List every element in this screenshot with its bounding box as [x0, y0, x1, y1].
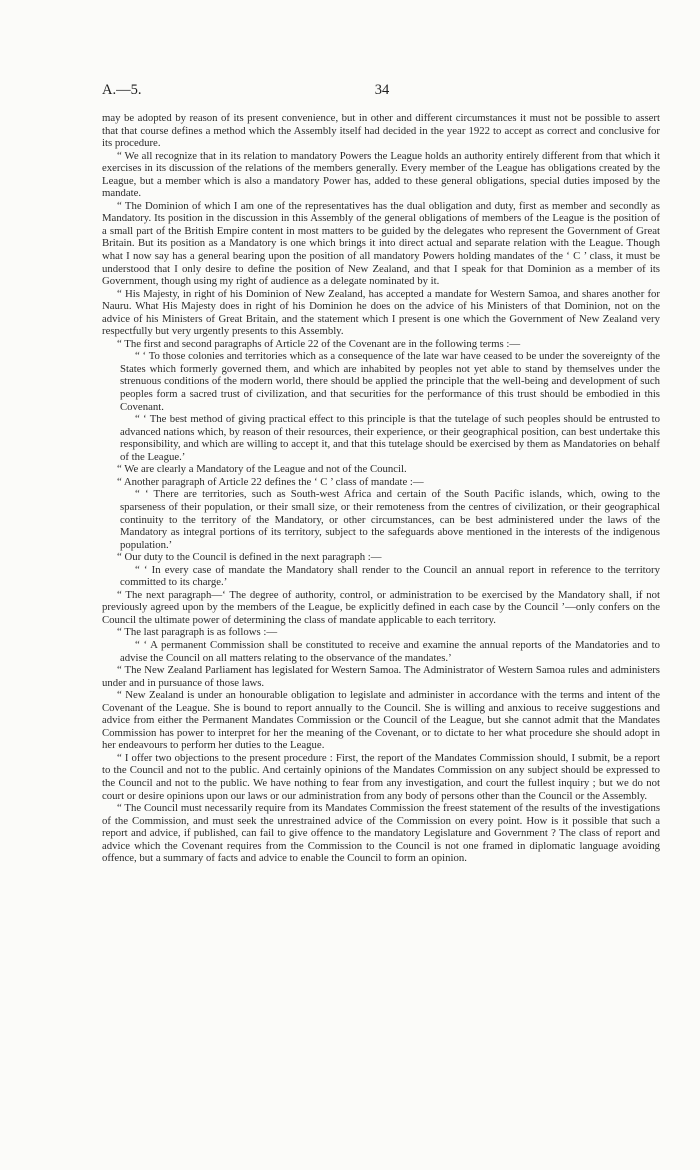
paragraph: “ The first and second paragraphs of Article 22 of the Covenant are in the following terms :—: [117, 337, 521, 350]
quoted-paragraph: “ ‘ There are territories, such as South-west Africa and certain of the South Pacific islands, which, owing to the sparseness of their population, or their small size, or their remoteness from the centres of civilization, or their geographical continuity to the territory of the Mandatory, or other circumstances, can be best administered under the laws of the Mandatory as integral portions of its territory, subject to the safeguards above mentioned in the interests of the indigenous population.’: [120, 488, 660, 551]
paragraph: “ The Council must necessarily require from its Mandates Commission the freest statement of the results of the investigations of the Commission, and must seek the unrestrained advice of the Commission on every point. How is it possible that such a report and advice, if published, can fail to give offence to the mandatory Legislature and Government ? The class of report and advice which the Covenant requires from the Commission to the Council is not one framed in diplomatic language avoiding offence, but a summary of facts and advice to enable the Council to form an opinion.: [102, 802, 660, 865]
paragraph: may be adopted by reason of its present convenience, but in other and different circumstances it must not be possible to assert that that course defines a method which the Assembly itself had decided in the year 1922 to accept as correct and conclusive for its procedure.: [102, 112, 660, 150]
quoted-paragraph: “ ‘ A permanent Commission shall be constituted to receive and examine the annual reports of the Mandatories and to advise the Council on all matters relating to the observance of the mandates.’: [120, 638, 660, 664]
document-body: [102, 112, 660, 865]
paragraph: “ I offer two objections to the present procedure : First, the report of the Mandates Commission should, I submit, be a report to the Council and not to the public. And certainly opinions of the Mandates Commission on any subject should be expressed to the Council and not to the public. We have nothing to fear from any investigation, and court the fullest inquiry ; but we do not court or desire opinions upon our laws or our administration from any body of persons other than the Council or the Assembly.: [102, 751, 660, 802]
paragraph: “ The last paragraph is as follows :—: [117, 626, 278, 639]
paragraph: “ Our duty to the Council is defined in the next paragraph :—: [117, 551, 382, 564]
paragraph: “ New Zealand is under an honourable obligation to legislate and administer in accordance with the terms and intent of the Covenant of the League. She is bound to report annually to the Council. She is willing and anxious to receive suggestions and advice from either the Permanent Mandates Commission or the Council of the League, but she cannot admit that the Mandates Commission has power to interpret for her the meaning of the Covenant, or to dictate to her what procedure she should adopt in her endeavours to perform her duties to the League.: [102, 689, 660, 752]
page-number: 34: [374, 82, 390, 98]
paragraph: “ We are clearly a Mandatory of the League and not of the Council.: [117, 463, 407, 476]
document-reference: A.—5.: [102, 82, 142, 98]
page-header: [102, 82, 662, 102]
quoted-paragraph: “ ‘ In every case of mandate the Mandatory shall render to the Council an annual report in reference to the territory committed to its charge.’: [120, 563, 660, 589]
paragraph: “ His Majesty, in right of his Dominion of New Zealand, has accepted a mandate for Western Samoa, and shares another for Nauru. What His Majesty does in right of his Dominion he does on the advice of his Ministers of that Dominion, not on the advice of his Ministers of Great Britain, and the statement which I present is one which the Government of New Zealand very respectfully but very urgently presents to this Assembly.: [102, 287, 660, 338]
paragraph: “ The next paragraph—‘ The degree of authority, control, or administration to be exercised by the Mandatory shall, if not previously agreed upon by the members of the League, be explicitly defined in each case by the Council ’—only confers on the Council the ultimate power of determining the class of mandate applicable to each territory.: [102, 588, 660, 626]
paragraph: “ We all recognize that in its relation to mandatory Powers the League holds an authority entirely different from that which it exercises in its discussion of the relations of the members generally. Every member of the League has obligations created by the League, but a member which is also a mandatory Power has, added to these general obligations, special duties imposed by the mandate.: [102, 149, 660, 200]
quoted-paragraph: “ ‘ To those colonies and territories which as a consequence of the late war have ceased to be under the sovereignty of the States which formerly governed them, and which are inhabited by peoples not yet able to stand by themselves under the strenuous conditions of the modern world, there should be applied the principle that the well-being and development of such peoples form a sacred trust of civilization, and that securities for the performance of this trust should be embodied in this Covenant.: [120, 350, 660, 413]
quoted-paragraph: “ ‘ The best method of giving practical effect to this principle is that the tutelage of such peoples should be entrusted to advanced nations which, by reason of their resources, their experience, or their geographical position, can best undertake this responsibility, and which are willing to accept it, and that this tutelage should be exercised by them as Mandatories on behalf of the League.’: [120, 413, 660, 463]
paragraph: “ Another paragraph of Article 22 defines the ‘ C ’ class of mandate :—: [117, 475, 424, 488]
paragraph: “ The New Zealand Parliament has legislated for Western Samoa. The Administrator of Western Samoa rules and administers under and in pursuance of those laws.: [102, 664, 660, 689]
paragraph: “ The Dominion of which I am one of the representatives has the dual obligation and duty, first as member and secondly as Mandatory. Its position in the discussion in this Assembly of the general obligations of members of the League is the position of a small part of the British Empire content in most matters to be guided by the delegates who represent the Government of Great Britain. But its position as a Mandatory is one which brings it into direct actual and separate relation with the League. Though what I now say has a general bearing upon the position of all mandatory Powers holding mandates of the ‘ C ’ class, it must be understood that I only desire to define the position of New Zealand, and that I speak for that Dominion as a member of its Government, though using my right of audience as a delegate nominated by it.: [102, 199, 660, 288]
